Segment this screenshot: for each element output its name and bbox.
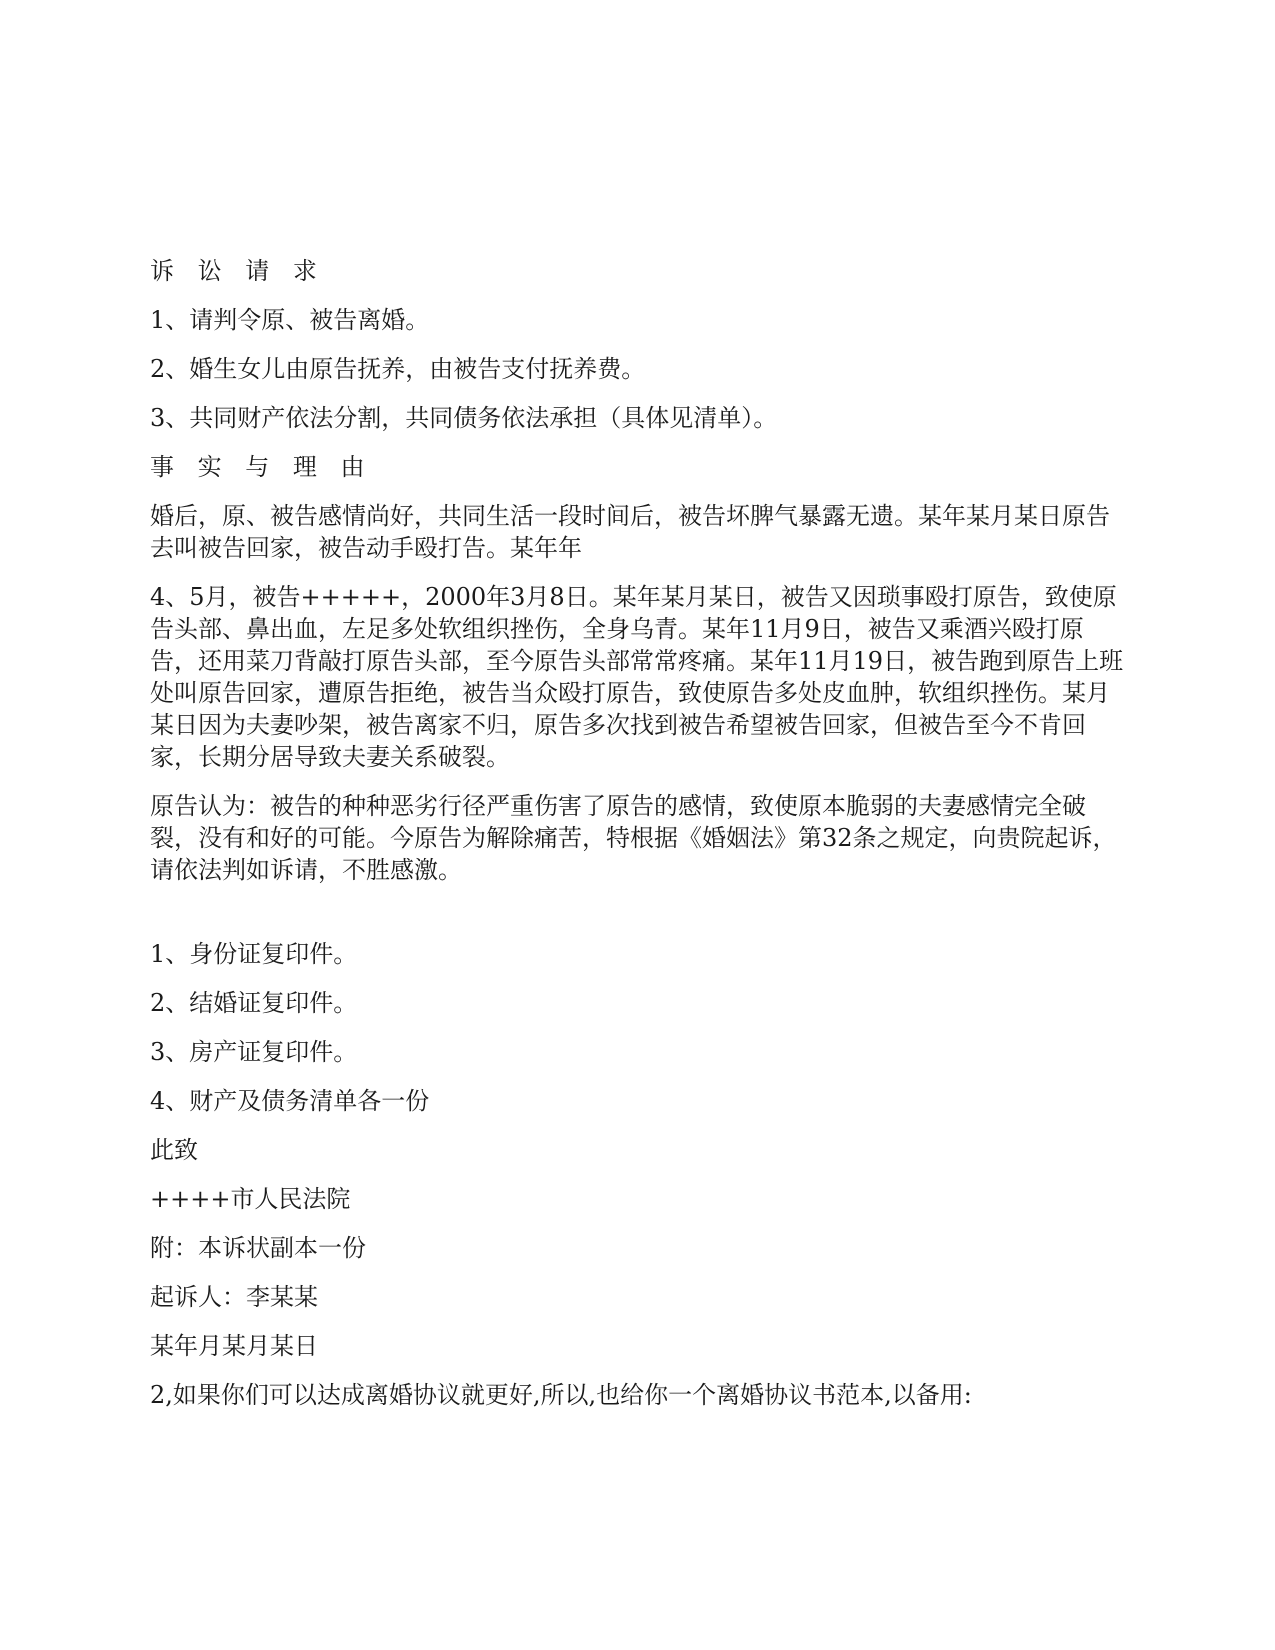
closing-salutation: 此致 <box>150 1136 198 1164</box>
claim-item-2: 2、婚生女儿由原告抚养，由被告支付抚养费。 <box>150 355 646 383</box>
section-spacer <box>150 886 1130 938</box>
facts-paragraph-3: 原告认为：被告的种种恶劣行径严重伤害了原告的感情，致使原本脆弱的夫妻感情完全破裂，没有和好的可能。今原告为解除痛苦，特根据《婚姻法》第32条之规定，向贵院起诉，请依法判如诉请，不胜感激。 <box>150 792 1117 884</box>
attachment-note: 附：本诉状副本一份 <box>150 1234 366 1262</box>
document-page <box>150 255 1130 1411</box>
facts-paragraph-1: 婚后，原、被告感情尚好，共同生活一段时间后，被告坏脾气暴露无遗。某年某月某日原告去叫被告回家，被告动手殴打告。某年年 <box>150 502 1110 562</box>
claims-heading: 诉 讼 请 求 <box>150 257 325 285</box>
claim-item-3: 3、共同财产依法分割，共同债务依法承担（具体见清单）。 <box>150 404 778 432</box>
evidence-item-2: 2、结婚证复印件。 <box>150 989 358 1017</box>
plaintiff-signature: 起诉人：李某某 <box>150 1283 318 1311</box>
facts-paragraph-2: 4、5月，被告+++++，2000年3月8日。某年某月某日，被告又因琐事殴打原告，致使原告头部、鼻出血，左足多处软组织挫伤，全身乌青。某年11月9日，被告又乘酒兴殴打原告，还用菜刀背敲打原告头部，至今原告头部常常疼痛。某年11月19日，被告跑到原告上班处叫原告回家，遭原告拒绝，被告当众殴打原告，致使原告多处皮血肿，软组织挫伤。某月某日因为夫妻吵架，被告离家不归，原告多次找到被告希望被告回家，但被告至今不肯回家，长期分居导致夫妻关系破裂。 <box>150 583 1124 771</box>
evidence-item-4: 4、财产及债务清单各一份 <box>150 1087 430 1115</box>
facts-heading: 事 实 与 理 由 <box>150 453 373 481</box>
evidence-item-1: 1、身份证复印件。 <box>150 940 358 968</box>
court-name: ++++市人民法院 <box>150 1185 351 1213</box>
footer-note: 2,如果你们可以达成离婚协议就更好,所以,也给你一个离婚协议书范本,以备用: <box>150 1381 972 1409</box>
document-date: 某年月某月某日 <box>150 1332 318 1360</box>
evidence-item-3: 3、房产证复印件。 <box>150 1038 358 1066</box>
claim-item-1: 1、请判令原、被告离婚。 <box>150 306 430 334</box>
